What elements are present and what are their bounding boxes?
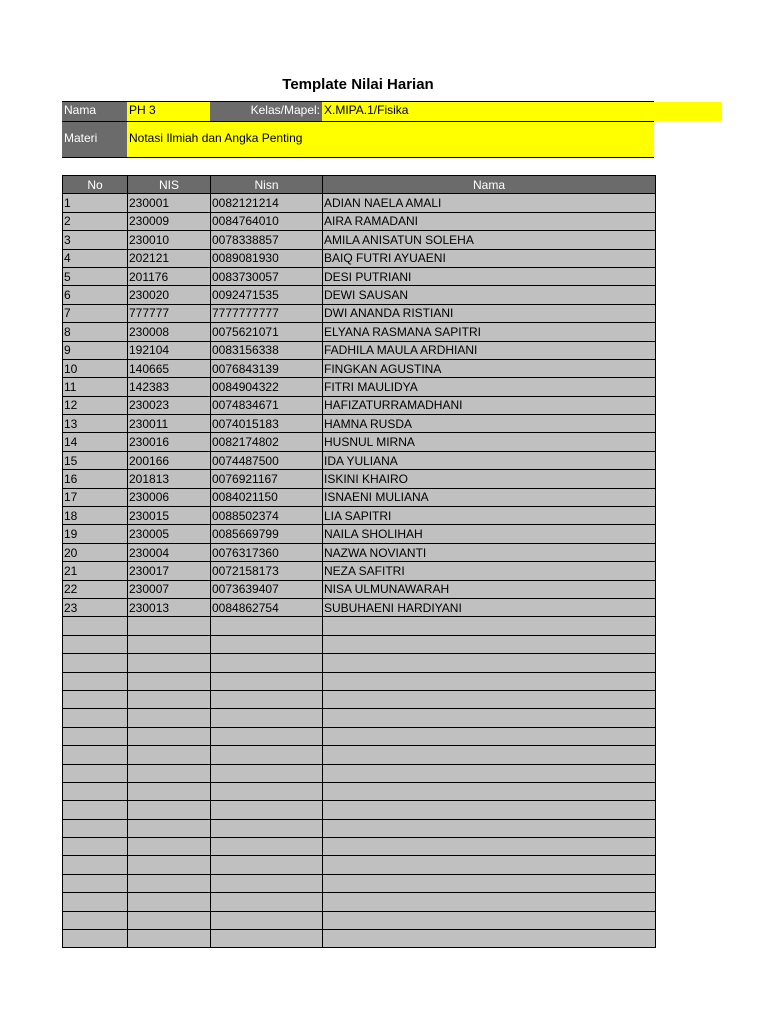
cell-nis [128,746,211,764]
cell-nis [128,911,211,929]
cell-nama: NISA ULMUNAWARAH [323,580,656,598]
table-row [63,470,656,488]
table-row [63,709,656,727]
cell-nisn [211,764,323,782]
cell-nis: 230006 [128,488,211,506]
student-table [62,175,656,948]
cell-no: 7 [63,304,128,322]
cell-nama: ADIAN NAELA AMALI [323,194,656,212]
cell-nama: AIRA RAMADANI [323,212,656,230]
cell-nis: 192104 [128,341,211,359]
cell-nama: ISKINI KHAIRO [323,470,656,488]
cell-nisn [211,893,323,911]
cell-no [63,617,128,635]
cell-nama [323,782,656,800]
cell-nama: DESI PUTRIANI [323,267,656,285]
table-row [63,764,656,782]
cell-no: 13 [63,415,128,433]
table-row [63,433,656,451]
cell-nama: IDA YULIANA [323,451,656,469]
materi-label: Materi [62,122,127,157]
table-row [63,249,656,267]
cell-no [63,874,128,892]
cell-nis [128,801,211,819]
table-row [63,231,656,249]
cell-nis: 202121 [128,249,211,267]
table-row [63,856,656,874]
cell-nis: 230015 [128,507,211,525]
cell-nis: 230009 [128,212,211,230]
cell-no [63,635,128,653]
cell-nis: 230010 [128,231,211,249]
cell-nis: 230020 [128,286,211,304]
cell-nis [128,930,211,948]
cell-nama: FINGKAN AGUSTINA [323,359,656,377]
cell-nama: HAMNA RUSDA [323,415,656,433]
cell-nama [323,654,656,672]
cell-no: 18 [63,507,128,525]
cell-nis: 230013 [128,598,211,616]
table-row [63,451,656,469]
table-row [63,911,656,929]
table-row [63,525,656,543]
cell-nama [323,801,656,819]
cell-nis: 230016 [128,433,211,451]
cell-nis [128,874,211,892]
cell-nisn: 0092471535 [211,286,323,304]
table-row [63,746,656,764]
cell-nama: HAFIZATURRAMADHANI [323,396,656,414]
cell-nama [323,690,656,708]
cell-nis [128,654,211,672]
cell-nisn: 0083730057 [211,267,323,285]
cell-nama [323,672,656,690]
cell-nama: ISNAENI MULIANA [323,488,656,506]
table-row [63,378,656,396]
cell-nis [128,856,211,874]
cell-nisn: 0076843139 [211,359,323,377]
cell-nis [128,727,211,745]
table-row [63,727,656,745]
cell-no: 11 [63,378,128,396]
col-header-no: No [63,176,128,194]
table-row [63,359,656,377]
cell-nisn: 0074834671 [211,396,323,414]
cell-nama [323,746,656,764]
cell-nisn: 0078338857 [211,231,323,249]
nama-label: Nama [62,102,127,121]
cell-nisn: 0085669799 [211,525,323,543]
cell-nama: SUBUHAENI HARDIYANI [323,598,656,616]
kelas-label: Kelas/Mapel: [210,102,322,121]
cell-nisn: 0076317360 [211,543,323,561]
cell-no: 17 [63,488,128,506]
cell-nisn [211,617,323,635]
cell-nisn: 0084764010 [211,212,323,230]
cell-no [63,746,128,764]
cell-no [63,838,128,856]
table-row [63,598,656,616]
materi-value: Notasi Ilmiah dan Angka Penting [127,122,654,157]
col-header-nis: NIS [128,176,211,194]
cell-nama [323,911,656,929]
table-row [63,654,656,672]
table-row [63,838,656,856]
cell-nisn [211,746,323,764]
cell-no [63,801,128,819]
cell-nama [323,617,656,635]
cell-nisn [211,856,323,874]
cell-nis [128,893,211,911]
cell-nama: LIA SAPITRI [323,507,656,525]
table-row [63,801,656,819]
cell-no: 2 [63,212,128,230]
cell-nisn: 0082121214 [211,194,323,212]
table-row [63,690,656,708]
cell-nisn [211,838,323,856]
cell-no [63,672,128,690]
cell-no: 19 [63,525,128,543]
cell-nisn: 0075621071 [211,323,323,341]
cell-no [63,690,128,708]
table-row [63,874,656,892]
table-row [63,543,656,561]
cell-nama [323,893,656,911]
cell-nama [323,930,656,948]
table-row [63,562,656,580]
cell-nama: FADHILA MAULA ARDHIANI [323,341,656,359]
cell-nis: 230011 [128,415,211,433]
cell-no: 10 [63,359,128,377]
cell-nama: FITRI MAULIDYA [323,378,656,396]
col-header-nama: Nama [323,176,656,194]
cell-nisn: 0089081930 [211,249,323,267]
table-row [63,267,656,285]
cell-nisn: 0083156338 [211,341,323,359]
cell-nama: HUSNUL MIRNA [323,433,656,451]
cell-nama: BAIQ FUTRI AYUAENI [323,249,656,267]
cell-nama: ELYANA RASMANA SAPITRI [323,323,656,341]
cell-no [63,764,128,782]
table-row [63,930,656,948]
cell-nis: 200166 [128,451,211,469]
cell-nis: 777777 [128,304,211,322]
cell-nis [128,672,211,690]
col-header-nisn: Nisn [211,176,323,194]
cell-nisn [211,874,323,892]
cell-nis [128,690,211,708]
cell-nis [128,617,211,635]
cell-nis: 201176 [128,267,211,285]
cell-nisn: 0074015183 [211,415,323,433]
table-row [63,396,656,414]
cell-nisn [211,690,323,708]
cell-nisn [211,727,323,745]
cell-nama [323,709,656,727]
table-row [63,635,656,653]
table-row [63,819,656,837]
cell-no [63,709,128,727]
cell-nisn [211,911,323,929]
cell-no: 14 [63,433,128,451]
cell-no [63,930,128,948]
cell-nama [323,838,656,856]
kelas-value: X.MIPA.1/Fisika [322,102,722,121]
cell-nis [128,819,211,837]
cell-nisn [211,635,323,653]
cell-nis: 230008 [128,323,211,341]
table-row [63,617,656,635]
cell-nisn: 0072158173 [211,562,323,580]
cell-nama [323,819,656,837]
cell-nis: 201813 [128,470,211,488]
page-title: Template Nilai Harian [282,76,434,93]
cell-nama: DEWI SAUSAN [323,286,656,304]
cell-nisn: 0073639407 [211,580,323,598]
cell-nis [128,709,211,727]
table-row [63,212,656,230]
table-row [63,194,656,212]
cell-nama: NEZA SAFITRI [323,562,656,580]
cell-nama [323,764,656,782]
nama-value: PH 3 [127,102,210,121]
cell-no [63,727,128,745]
cell-nisn: 0088502374 [211,507,323,525]
table-row [63,672,656,690]
cell-nama [323,635,656,653]
cell-nis: 230017 [128,562,211,580]
cell-no: 15 [63,451,128,469]
cell-nis: 230005 [128,525,211,543]
table-row [63,893,656,911]
cell-nisn [211,930,323,948]
cell-nis: 230004 [128,543,211,561]
cell-no [63,782,128,800]
cell-nis [128,635,211,653]
header-bottom-rule [62,157,654,158]
cell-no: 16 [63,470,128,488]
cell-nama: NAILA SHOLIHAH [323,525,656,543]
cell-nisn [211,801,323,819]
cell-no [63,654,128,672]
cell-nis: 230001 [128,194,211,212]
cell-no: 21 [63,562,128,580]
table-row [63,488,656,506]
cell-nama [323,874,656,892]
cell-nisn: 0082174802 [211,433,323,451]
cell-nisn: 0076921167 [211,470,323,488]
cell-nama: NAZWA NOVIANTI [323,543,656,561]
cell-no: 20 [63,543,128,561]
cell-no: 3 [63,231,128,249]
cell-no [63,911,128,929]
cell-nis [128,782,211,800]
table-row [63,782,656,800]
table-row [63,323,656,341]
table-row [63,580,656,598]
cell-nisn [211,654,323,672]
cell-no: 23 [63,598,128,616]
table-row [63,415,656,433]
table-header-row [63,176,656,194]
cell-nisn [211,782,323,800]
cell-no: 1 [63,194,128,212]
cell-no: 8 [63,323,128,341]
cell-no: 22 [63,580,128,598]
cell-nis [128,764,211,782]
cell-no: 6 [63,286,128,304]
cell-nisn: 7777777777 [211,304,323,322]
cell-nis: 142383 [128,378,211,396]
cell-nisn [211,709,323,727]
cell-nisn: 0084904322 [211,378,323,396]
cell-no [63,819,128,837]
cell-nis [128,838,211,856]
cell-nisn [211,819,323,837]
cell-nis: 140665 [128,359,211,377]
cell-no [63,856,128,874]
cell-no: 9 [63,341,128,359]
table-row [63,507,656,525]
cell-nama [323,856,656,874]
cell-nisn: 0084862754 [211,598,323,616]
cell-no: 4 [63,249,128,267]
cell-nis: 230023 [128,396,211,414]
cell-nisn: 0074487500 [211,451,323,469]
cell-nama: AMILA ANISATUN SOLEHA [323,231,656,249]
cell-nisn: 0084021150 [211,488,323,506]
cell-nama [323,727,656,745]
cell-nama: DWI ANANDA RISTIANI [323,304,656,322]
cell-no: 12 [63,396,128,414]
cell-no [63,893,128,911]
table-row [63,341,656,359]
cell-nis: 230007 [128,580,211,598]
table-row [63,304,656,322]
table-row [63,286,656,304]
cell-nisn [211,672,323,690]
cell-no: 5 [63,267,128,285]
